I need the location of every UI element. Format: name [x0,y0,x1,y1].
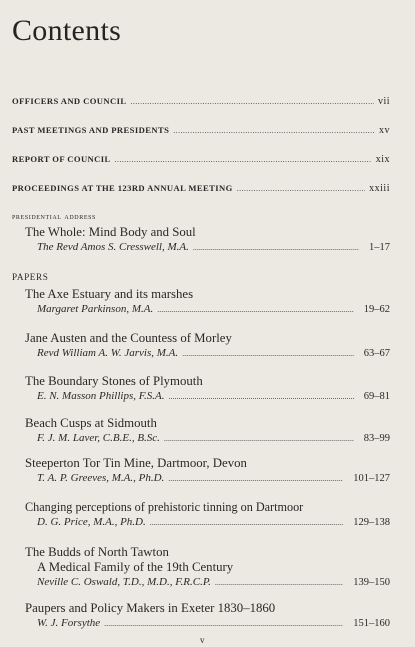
entry-author: T. A. P. Greeves, M.A., Ph.D. [37,472,165,484]
toc-entry-presidential[interactable] [25,225,390,255]
entry-title: The Whole: Mind Body and Soul [25,225,196,239]
dot-leader [150,515,343,530]
toc-page: vii [377,96,390,107]
dot-leader [169,389,354,404]
entry-pages: 139–150 [353,577,390,588]
entry-title: Changing perceptions of prehistoric tinning on Dartmoor [25,500,304,514]
entry-title: Paupers and Policy Makers in Exeter 1830–1860 [25,601,276,615]
entry-author: W. J. Forsythe [37,617,101,629]
entry-subtitle: A Medical Family of the 19th Century [37,560,234,574]
toc-entry-paper[interactable] [25,287,390,317]
toc-page: xxiii [369,183,390,194]
entry-pages: 83–99 [363,433,390,444]
toc-entry-paper[interactable] [25,331,390,361]
entry-title: Beach Cusps at Sidmouth [25,416,157,430]
dot-leader [173,126,375,135]
entry-pages: 63–67 [363,348,390,359]
entry-pages: 101–127 [353,473,390,484]
dot-leader [237,184,365,193]
entry-title: Jane Austen and the Countess of Morley [25,331,232,345]
toc-row-report[interactable] [12,154,390,165]
toc-row-officers[interactable] [12,96,390,107]
dot-leader [115,155,372,164]
dot-leader [215,575,343,590]
toc-entry-paper[interactable] [25,500,390,530]
entry-author: F. J. M. Laver, C.B.E., B.Sc. [37,432,160,444]
toc-entry-paper[interactable] [25,456,390,486]
page-folio: v [200,635,205,645]
dot-leader [182,346,354,361]
toc-page: xix [375,154,390,165]
dot-leader [130,97,373,106]
entry-author: The Revd Amos S. Cresswell, M.A. [37,241,189,253]
dot-leader [193,240,359,255]
toc-row-past-meetings[interactable] [12,125,390,136]
page-title: Contents [12,14,122,47]
dot-leader [157,302,354,317]
toc-entry-paper[interactable] [25,416,390,446]
entry-pages: 19–62 [363,304,390,315]
entry-author: E. N. Masson Phillips, F.S.A. [37,390,165,402]
toc-entry-paper[interactable] [25,601,390,631]
entry-author: Neville C. Oswald, T.D., M.D., F.R.C.P. [37,576,211,588]
toc-page: xv [379,125,390,136]
section-heading-presidential: presidential address [12,211,96,221]
entry-pages: 129–138 [353,517,390,528]
entry-author: Margaret Parkinson, M.A. [37,303,154,315]
entry-title: The Budds of North Tawton [25,545,169,559]
toc-entry-paper[interactable] [25,374,390,404]
entry-author: Revd William A. W. Jarvis, M.A. [37,347,179,359]
entry-pages: 1–17 [369,242,390,253]
toc-entry-paper[interactable] [25,545,390,590]
entry-title: The Axe Estuary and its marshes [25,287,194,301]
entry-pages: 69–81 [363,391,390,402]
toc-row-proceedings[interactable] [12,183,390,194]
toc-label: OFFICERS AND COUNCIL [12,96,127,106]
toc-label: PROCEEDINGS AT THE 123RD ANNUAL MEETING [12,183,233,193]
dot-leader [104,616,343,631]
entry-pages: 151–160 [353,618,390,629]
entry-author: D. G. Price, M.A., Ph.D. [37,516,146,528]
toc-label: PAST MEETINGS AND PRESIDENTS [12,125,170,135]
entry-title: The Boundary Stones of Plymouth [25,374,203,388]
dot-leader [168,471,343,486]
toc-label: REPORT OF COUNCIL [12,154,111,164]
dot-leader [164,431,354,446]
entry-title: Steeperton Tor Tin Mine, Dartmoor, Devon [25,456,247,470]
section-heading-papers: PAPERS [12,272,49,282]
